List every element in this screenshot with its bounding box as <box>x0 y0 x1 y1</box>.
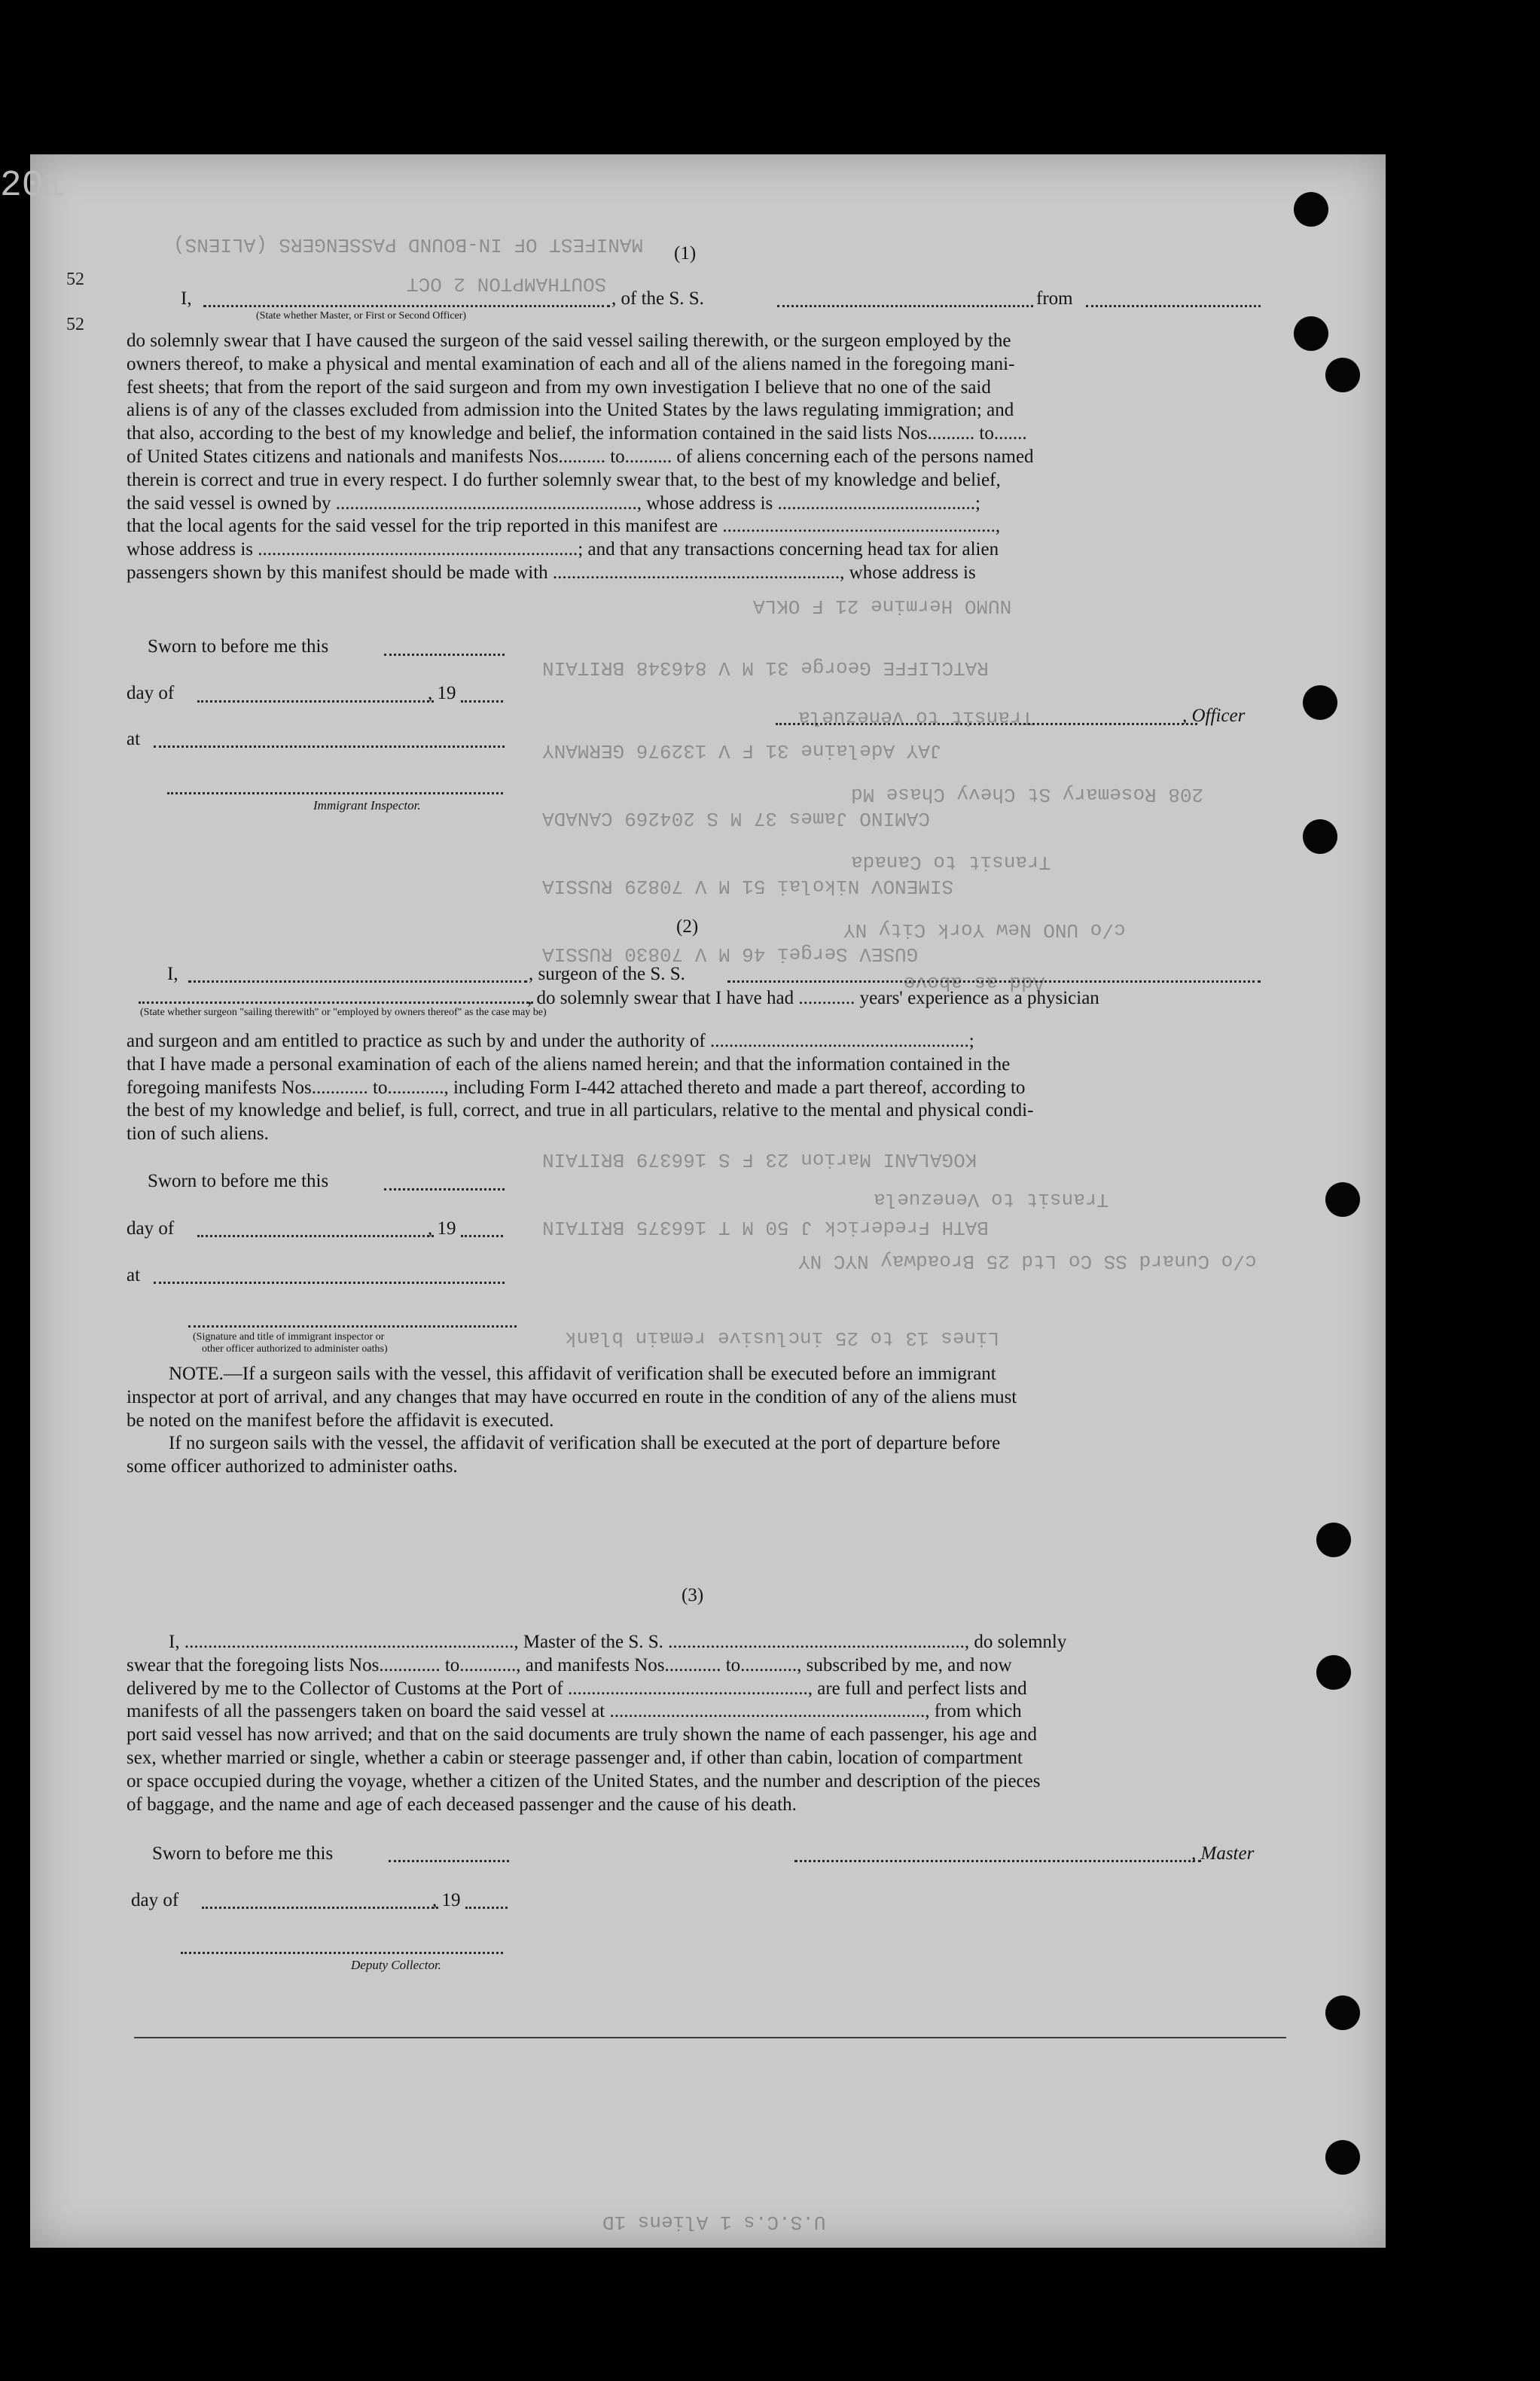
bleed-through-row: BATH Frederick J 50 M T 166375 BRITAIN <box>542 1216 989 1239</box>
at-field[interactable] <box>154 1282 505 1284</box>
note-line: be noted on the manifest before the affidavit is executed. <box>127 1410 554 1431</box>
binder-hole <box>1303 819 1337 854</box>
vessel-name-field[interactable] <box>777 305 1033 307</box>
bleed-through-row: Transit to Venezuela <box>874 1188 1109 1211</box>
oath-i: I, <box>181 288 192 309</box>
binder-hole <box>1294 316 1328 351</box>
oath-line: therein is correct and true in every respect. I do further solemnly swear that, to the best of my knowledge and belief, <box>127 469 1001 490</box>
note-line: some officer authorized to administer oaths. <box>127 1456 458 1477</box>
bleed-through-row: RATCLIFFE George 31 M V 846348 BRITAIN <box>542 657 989 679</box>
signature-caption: other officer authorized to administer oaths) <box>202 1343 388 1355</box>
bleed-through-row: Lines 13 to 25 inclusive remain blank <box>565 1327 1000 1349</box>
bleed-through-row: 208 Rosemary St Chevy Chase Md <box>851 783 1204 806</box>
year-field[interactable] <box>461 700 503 703</box>
bleed-through-row: Transit to Venezuela <box>798 706 1034 729</box>
surgeon-i: I, <box>167 964 178 984</box>
deputy-caption: Deputy Collector. <box>351 1958 441 1972</box>
surgeon-status-field[interactable] <box>139 1001 533 1004</box>
from-port-field[interactable] <box>1086 305 1261 307</box>
oath-line: do solemnly swear that I have caused the surgeon of the said vessel sailing therewith, or the surgeon employed by the <box>127 331 1011 351</box>
oath-line: the said vessel is owned by ................................................................, whose address is ..........................................; <box>127 492 980 514</box>
oath-line: that the local agents for the said vessel for the trip reported in this manifest are .........................................................., <box>127 516 1001 537</box>
at-label: at <box>127 729 141 749</box>
binder-hole <box>1303 685 1337 720</box>
master-line: I, ......................................................................, Master of the S. S. ..............................................................., do solemnly <box>169 1632 1067 1652</box>
note-line: inspector at port of arrival, and any changes that may have occurred en route in the condition of any of the aliens must <box>127 1386 1017 1407</box>
day-of-label: day of <box>127 683 175 703</box>
bleed-through-row: SIMENOV Nikolai 51 M V 70829 RUSSIA <box>542 875 954 898</box>
officer-signature-field[interactable] <box>776 723 1197 725</box>
year-field[interactable] <box>461 1235 503 1237</box>
sworn-label: Sworn to before me this <box>148 1171 329 1191</box>
bleed-through-header: MANIFEST OF IN-BOUND PASSENGERS (ALIENS) <box>173 233 644 256</box>
vessel-label: , of the S. S. <box>611 288 704 309</box>
official-signature-field[interactable] <box>188 1325 517 1328</box>
inspector-signature-field[interactable] <box>167 792 503 794</box>
oath-line: aliens is of any of the classes excluded from admission into the United States by the laws regulating immigration; and <box>127 400 1014 421</box>
surgeon-name-field[interactable] <box>188 980 527 983</box>
sworn-date-field[interactable] <box>384 654 505 656</box>
oath-line: whose address is ....................................................................; and that any transactions concerning head tax for alien <box>127 539 999 560</box>
section-number: (2) <box>676 916 699 937</box>
bleed-through-header: SOUTHAMPTON 2 OCT <box>407 273 607 295</box>
binder-hole <box>1325 1182 1360 1217</box>
surgeon-caption: (State whether surgeon "sailing therewith" or "employed by owners thereof" as the case may be) <box>140 1007 547 1018</box>
binder-hole <box>1325 1995 1360 2030</box>
deputy-signature-field[interactable] <box>181 1952 503 1954</box>
master-signature-field[interactable] <box>794 1860 1201 1862</box>
surgeon-line: that I have made a personal examination of each of the aliens named herein; and that the information contained in the <box>127 1053 1011 1075</box>
oath-line: owners thereof, to make a physical and mental examination of each and all of the aliens named in the foregoing mani- <box>127 353 1015 374</box>
margin-number: 52 <box>66 315 84 334</box>
day-of-field[interactable] <box>197 1235 434 1237</box>
note-line: NOTE.—If a surgeon sails with the vessel, this affidavit of verification shall be executed before an immigrant <box>169 1364 996 1384</box>
sworn-date-field[interactable] <box>384 1188 505 1190</box>
bleed-through-row: GUSEV Sergei 46 M V 70830 RUSSIA <box>542 943 919 965</box>
binder-hole <box>1325 358 1360 392</box>
binder-hole <box>1316 1523 1351 1557</box>
bleed-through-row: KOGALANI Marion 23 F S 166379 BRITAIN <box>542 1148 977 1171</box>
oath-line: fest sheets; that from the report of the said surgeon and from my own investigation I believe that no one of the said <box>127 377 991 398</box>
master-line: of baggage, and the name and age of each deceased passenger and the cause of his death. <box>127 1794 797 1815</box>
master-paragraph <box>127 1631 1066 1816</box>
inspector-caption: Immigrant Inspector. <box>313 798 421 812</box>
binder-hole <box>1294 192 1328 227</box>
oath-line: that also, according to the best of my knowledge and belief, the information contained in the said lists Nos.......... to....... <box>127 423 1027 444</box>
master-line: delivered by me to the Collector of Customs at the Port of ..................................................., are full and perfect lists and <box>127 1678 1027 1699</box>
surgeon-swear-line: , do solemnly swear that I have had ............ years' experience as a physician <box>527 988 1099 1008</box>
bleed-through-row: NUMO Hermine 21 F OKLA <box>753 595 1012 617</box>
note-line: If no surgeon sails with the vessel, the affidavit of verification shall be executed at the port of departure before <box>169 1433 1001 1454</box>
year-label: , 19 <box>428 683 456 703</box>
bleed-through-row: U.S.C.s 1 Aliens 1D <box>602 2211 826 2233</box>
bleed-through-row: JAY Adelaine 31 F V 132976 GERMANY <box>542 739 942 762</box>
bleed-through-row: Add as above <box>904 971 1045 994</box>
bottom-rule <box>134 2037 1286 2038</box>
day-of-label: day of <box>131 1890 179 1910</box>
master-name-field[interactable] <box>203 305 610 307</box>
at-label: at <box>127 1265 141 1285</box>
surgeon-line: the best of my knowledge and belief, is full, correct, and true in all particulars, relative to the mental and physical condi- <box>127 1100 1034 1121</box>
binder-hole <box>1316 1655 1351 1690</box>
bleed-through-row: c/o UNO New York City NY <box>843 919 1126 941</box>
oath-line: passengers shown by this manifest should be made with ............................................................., whose address is <box>127 562 976 583</box>
top-left-mark: 201 <box>0 166 66 206</box>
master-line: sex, whether married or single, whether a cabin or steerage passenger and, if other than cabin, location of compartment <box>127 1747 1023 1768</box>
margin-number: 52 <box>66 270 84 289</box>
surgeon-line: tion of such aliens. <box>127 1123 269 1145</box>
from-label: from <box>1036 288 1073 309</box>
day-of-field[interactable] <box>197 700 434 703</box>
oath-paragraph-1 <box>127 330 1034 585</box>
bleed-through-row: CAMINO James 37 M S 204269 CANADA <box>542 807 930 830</box>
surgeon-of-label: , surgeon of the S. S. <box>529 964 685 984</box>
year-field[interactable] <box>465 1907 508 1909</box>
master-line: swear that the foregoing lists Nos............. to............, and manifests Nos............ to............, subscribed by me, and now <box>127 1654 1012 1675</box>
at-field[interactable] <box>154 745 505 748</box>
year-label: , 19 <box>432 1890 461 1910</box>
note-paragraph <box>127 1363 1017 1479</box>
bleed-through-row: Transit to Canada <box>851 851 1051 873</box>
sworn-date-field[interactable] <box>389 1860 509 1862</box>
signature-caption: (Signature and title of immigrant inspector or <box>193 1331 385 1343</box>
master-caption: (State whether Master, or First or Second Officer) <box>256 310 467 322</box>
day-of-label: day of <box>127 1218 175 1239</box>
surgeon-line: and surgeon and am entitled to practice as such by and under the authority of .......................................................; <box>127 1031 974 1051</box>
day-of-field[interactable] <box>202 1907 438 1909</box>
section-number: (1) <box>674 243 697 264</box>
sworn-label: Sworn to before me this <box>148 636 329 657</box>
master-label: , Master <box>1191 1843 1255 1864</box>
master-line: or space occupied during the voyage, whether a citizen of the United States, and the number and description of the pieces <box>127 1770 1041 1791</box>
surgeon-paragraph <box>127 1030 1033 1146</box>
section-number: (3) <box>682 1585 704 1605</box>
bleed-through-row: c/o Cunard SS Co Ltd 25 Broadway NYC NY <box>798 1250 1257 1273</box>
master-line: manifests of all the passengers taken on board the said vessel at ..................................................................., from which <box>127 1701 1022 1722</box>
oath-line: of United States citizens and nationals and manifests Nos.......... to.......... of aliens concerning each of the persons named <box>127 446 1034 467</box>
sworn-label: Sworn to before me this <box>152 1843 334 1864</box>
officer-label: , Officer <box>1182 706 1246 726</box>
binder-hole <box>1325 2140 1360 2175</box>
surgeon-line: foregoing manifests Nos............ to............, including Form I-442 attached thereto and made a part thereof, according to <box>127 1077 1026 1098</box>
year-label: , 19 <box>428 1218 456 1239</box>
master-line: port said vessel has now arrived; and that on the said documents are truly shown the name of each passenger, his age and <box>127 1724 1038 1745</box>
surgeon-vessel-field[interactable] <box>727 980 1261 983</box>
